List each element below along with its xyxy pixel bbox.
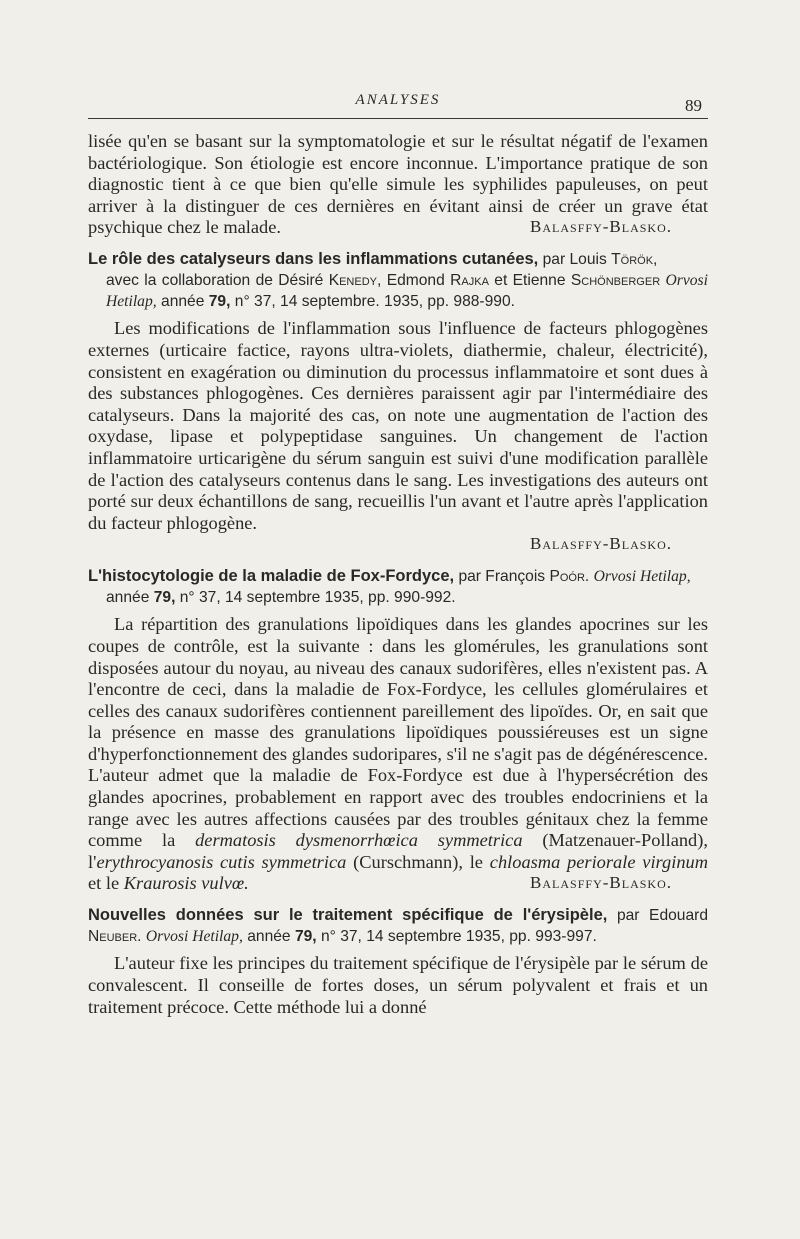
- signature: Balasffy-Blasko.: [530, 217, 672, 237]
- volume-number: 79,: [208, 293, 231, 311]
- year-label: année: [247, 928, 291, 946]
- volume-number: 79,: [153, 589, 176, 607]
- signature: Balasffy-Blasko.: [530, 873, 672, 893]
- citation-line: [88, 270, 708, 312]
- byline: avec la collaboration de Désiré: [106, 272, 324, 290]
- running-header: [88, 88, 708, 119]
- body-text: (Curschmann), le: [353, 851, 483, 872]
- journal-page: [88, 88, 708, 1018]
- body-text: (Matzenauer-Polland), l': [88, 830, 708, 872]
- latin-term: erythrocyanosis cutis symmetrica: [96, 851, 347, 872]
- page-number: 89: [685, 96, 702, 115]
- entry-title: Nouvelles données sur le traitement spécifique de l'érysipèle,: [88, 906, 608, 925]
- journal-name: Orvosi Hetilap,: [106, 272, 708, 311]
- year-label: année: [106, 589, 150, 607]
- author-name: Neuber.: [88, 928, 142, 946]
- citation-line: [88, 587, 708, 608]
- entry-body: Les modifications de l'inflammation sous l'influence de facteurs phlogogènes externes (urticaire factice, rayons ultra-violets, diathermie, chaleur, électricité), consistent en exagération ou diminution du processus inflammatoire et sont dues à des substances phlogogènes. Ces dernières paraissent agir par l'intermédiaire des catalyseurs. Dans la majorité des cas, on note une augmentation de l'action des oxydase, lipase et polypeptidase sanguines. Un changement de l'action inflammatoire urticarigène du sérum sanguin est suivi d'une modification parallèle de l'action des catalyseurs contenus dans le sang. Les investigations des auteurs ont porté sur deux échantillons de sang, recueillis l'un avant et l'autre après l'application du facteur phlogogène.: [88, 318, 708, 533]
- byline: Edmond: [386, 272, 445, 290]
- author-name: Török,: [611, 251, 658, 269]
- latin-term: chloasma periorale virginum: [489, 851, 709, 872]
- byline: et Etienne: [494, 272, 566, 290]
- volume-number: 79,: [294, 928, 317, 946]
- entry-heading: [88, 566, 708, 608]
- journal-name: Orvosi Hetilap,: [145, 928, 243, 946]
- entry-body: L'auteur fixe les principes du traitement spécifique de l'érysipèle par le sérum de convalescent. Il conseille de fortes doses, un sérum polyvalent et frais et un traitement précoce. Cette méthode lui a donné: [88, 953, 708, 1017]
- byline: par Louis: [542, 251, 607, 269]
- running-title: ANALYSES: [355, 92, 441, 108]
- byline: par Edouard: [616, 907, 709, 925]
- latin-term: dermatosis dysmenorrhœica symmetrica: [195, 830, 523, 851]
- byline: par François: [458, 568, 546, 586]
- citation-details: n° 37, 14 septembre. 1935, pp. 988-990.: [234, 293, 515, 311]
- entry-body: [88, 614, 708, 895]
- continuation-paragraph: lisée qu'en se basant sur la symptomatologie et sur le résultat négatif de l'examen bactériologique. Son étiologie est encore inconnue. L'importance pratique de son diagnostic tient à ce que bien qu'elle simule les syphilides papuleuses, on peut arriver à la distinguer de ces dernières en évitant ainsi de créer un grave état psychique chez le malade.: [88, 131, 708, 238]
- body-text: et le: [88, 873, 120, 894]
- author-name: Rajka: [450, 272, 489, 290]
- entry-heading: [88, 905, 708, 947]
- year-label: année: [161, 293, 205, 311]
- author-name: Poór.: [549, 568, 590, 586]
- author-name: Kenedy,: [328, 272, 382, 290]
- entry-title: Le rôle des catalyseurs dans les inflammations cutanées,: [88, 250, 539, 269]
- latin-term: Kraurosis vulvœ.: [123, 873, 249, 894]
- entry-heading: [88, 249, 708, 312]
- body-text: La répartition des granulations lipoïdiques dans les glandes apocrines sur les coupes de contrôle, est la suivante : dans les glomérules, les granulations sont disposées autour du noyau, au niveau des canaux sudorifères, elles n'existent pas. A l'encontre de ceci, dans la maladie de Fox-Fordyce, les cellules glomérulaires et celles des canaux sudorifères contiennent pareillement des lipoïdes. Or, en sait que la présence en masse des granulations lipoïdiques poussiéreuses est un signe d'hyperfonctionnement des glandes sudoripares, s'il ne s'agit pas de dégénérescence. L'auteur admet que la maladie de Fox-Fordyce est due à l'hypersécrétion des glandes apocrines, probablement en rapport avec des troubles endocriniens et la range avec les autres affections causées par des troubles génitaux chez la femme comme la: [88, 614, 708, 851]
- citation-details: n° 37, 14 septembre 1935, pp. 993-997.: [320, 928, 597, 946]
- journal-name: Orvosi Hetilap,: [593, 568, 691, 586]
- entry-title: L'histocytologie de la maladie de Fox-Fordyce,: [88, 567, 455, 586]
- signature: Balasffy-Blasko.: [530, 534, 672, 554]
- citation-details: n° 37, 14 septembre 1935, pp. 990-992.: [179, 589, 456, 607]
- author-name: Schönberger: [570, 272, 661, 290]
